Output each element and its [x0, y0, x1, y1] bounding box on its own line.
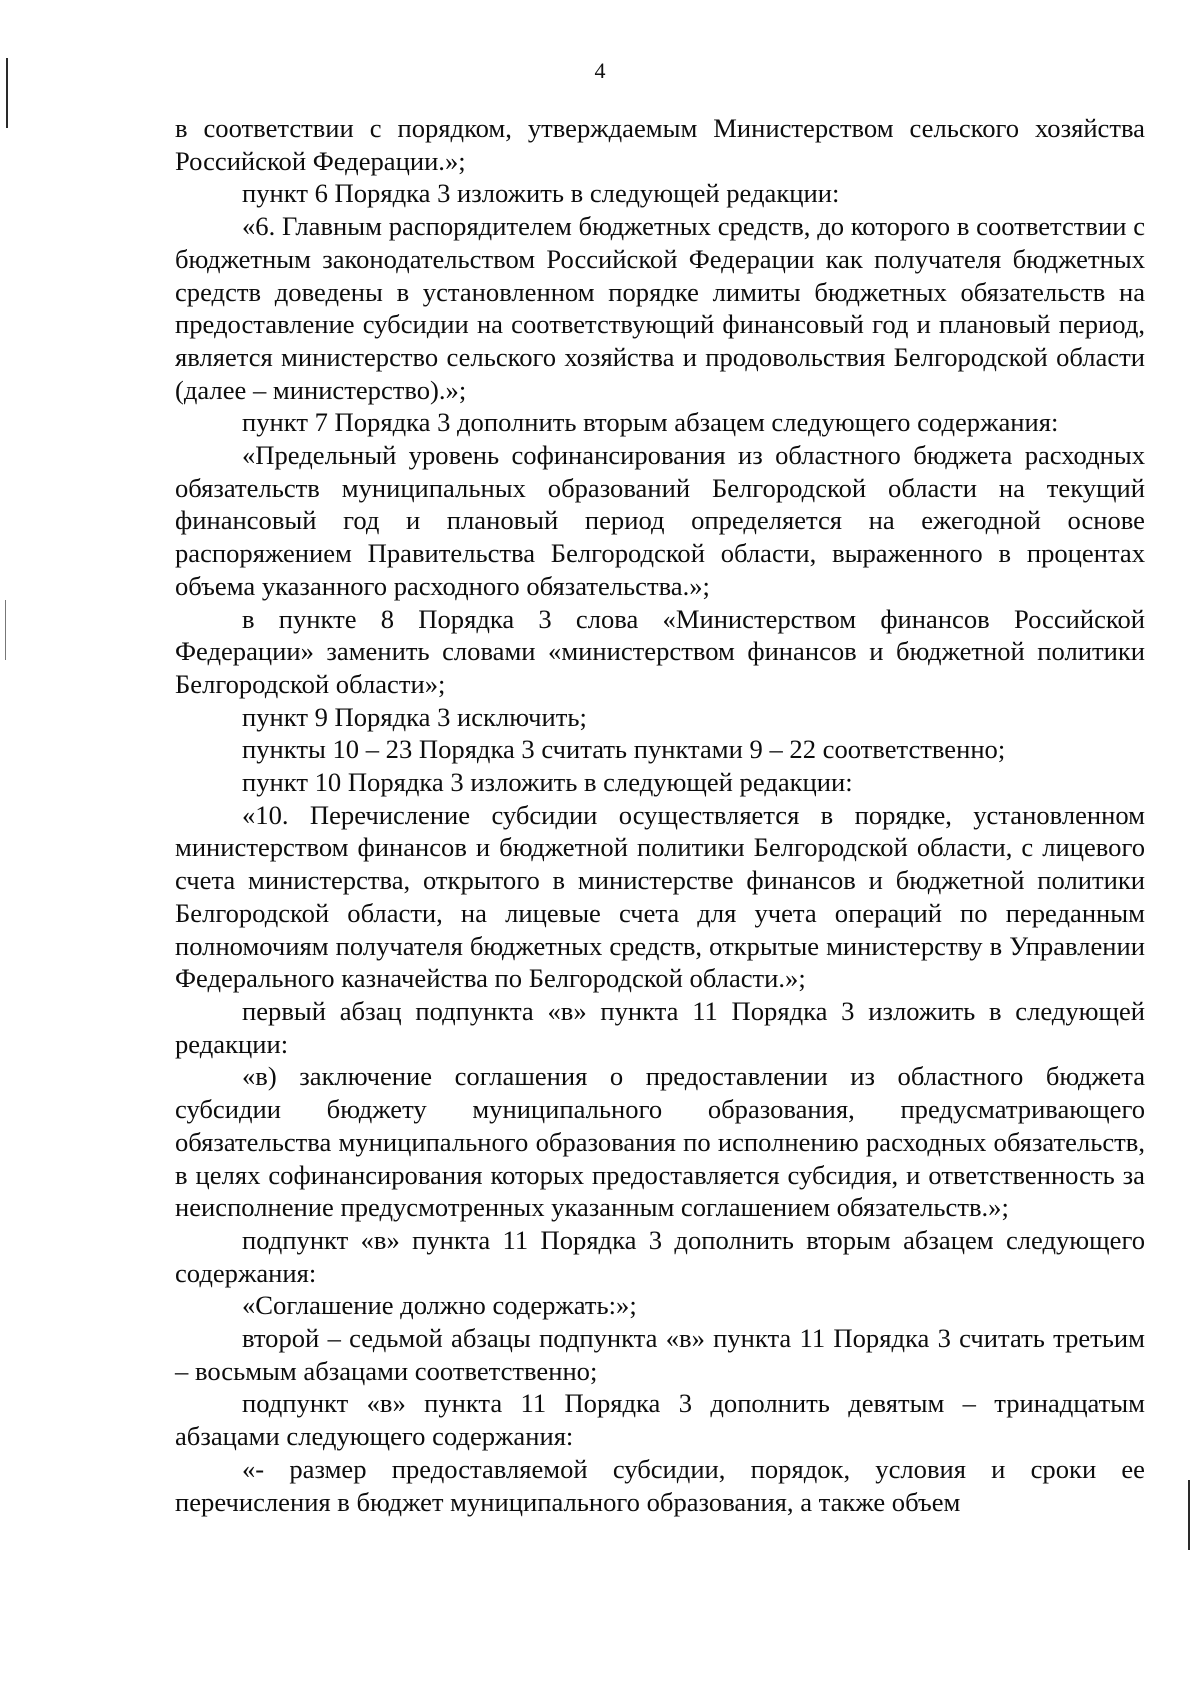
scan-edge-mark [5, 600, 6, 660]
paragraph: пункт 10 Порядка 3 изложить в следующей редакции: [242, 767, 853, 798]
paragraph: «- размер предоставляемой субсидии, порядок, условия и сроки ее перечисления в бюджет муниципального образования, а также объем [175, 1453, 1145, 1517]
paragraph: пункты 10 – 23 Порядка 3 считать пунктами 9 – 22 соответственно; [242, 734, 1006, 765]
document-body [175, 112, 1145, 1518]
paragraph: пункт 9 Порядка 3 исключить; [242, 701, 587, 732]
paragraph: пункт 7 Порядка 3 дополнить вторым абзацем следующего содержания: [242, 407, 1059, 438]
paragraph: «Соглашение должно содержать:»; [242, 1290, 637, 1321]
paragraph: второй – седьмой абзацы подпункта «в» пункта 11 Порядка 3 считать третьим – восьмым абзацами соответственно; [175, 1323, 1145, 1386]
paragraph: «6. Главным распорядителем бюджетных средств, до которого в соответствии с бюджетным законодательством Российской Федерации как получателя бюджетных средств доведены в установленном порядке лимиты бюджетных обязательств на предоставление субсидии на соответствующий финансовый год и плановый период, является министерство сельского хозяйства и продовольствия Белгородской области (далее – министерство).»; [175, 211, 1145, 405]
paragraph: в пункте 8 Порядка 3 слова «Министерством финансов Российской Федерации» заменить словами «министерством финансов и бюджетной политики Белгородской области»; [175, 603, 1145, 699]
paragraph: подпункт «в» пункта 11 Порядка 3 дополнить девятым – тринадцатым абзацами следующего содержания: [175, 1388, 1145, 1452]
page-number: 4 [594, 58, 606, 83]
paragraph: в соответствии с порядком, утверждаемым Министерством сельского хозяйства Российской Федерации.»; [175, 113, 1145, 176]
paragraph: первый абзац подпункта «в» пункта 11 Порядка 3 изложить в следующей редакции: [175, 995, 1145, 1059]
paragraph: «10. Перечисление субсидии осуществляется в порядке, установленном министерством финансов и бюджетной политики Белгородской области, с лицевого счета министерства, открытого в министерстве финансов и бюджетной политики Белгородской области, на лицевые счета для учета операций по переданным полномочиям получателя бюджетных средств, открытые министерству в Управлении Федерального казначейства по Белгородской области.»; [175, 799, 1145, 994]
scan-edge-mark [1188, 1480, 1190, 1550]
paragraph: пункт 6 Порядка 3 изложить в следующей редакции: [242, 178, 840, 209]
paragraph: «Предельный уровень софинансирования из областного бюджета расходных обязательств муниципальных образований Белгородской области на текущий финансовый год и плановый период определяется на ежегодной основе распоряжением Правительства Белгородской области, выраженного в процентах объема указанного расходного обязательства.»; [175, 440, 1145, 601]
paragraph: «в) заключение соглашения о предоставлении из областного бюджета субсидии бюджету муниципального образования, предусматривающего обязательства муниципального образования по исполнению расходных обязательств, в целях софинансирования которых предоставляется субсидия, и ответственность за неисполнение предусмотренных указанным соглашением обязательств.»; [175, 1061, 1145, 1223]
paragraph: подпункт «в» пункта 11 Порядка 3 дополнить вторым абзацем следующего содержания: [175, 1224, 1145, 1288]
